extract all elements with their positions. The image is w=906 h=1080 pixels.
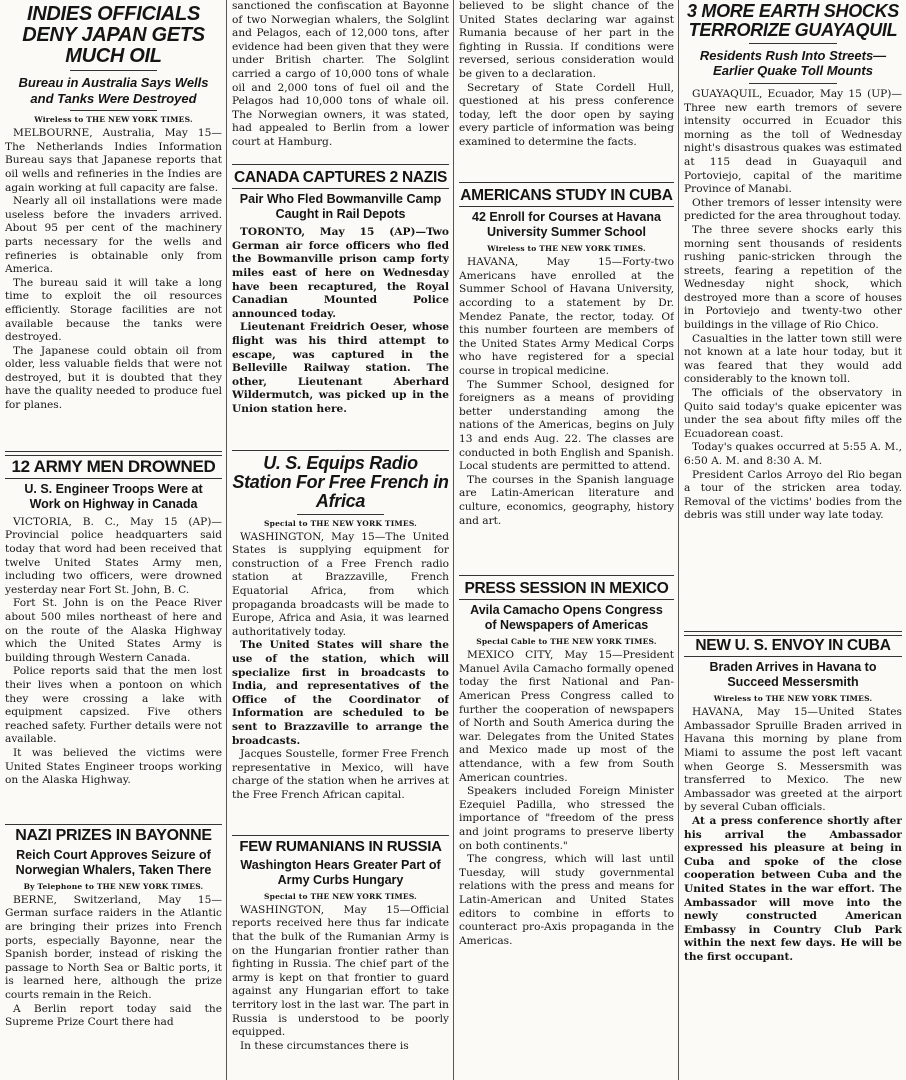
- divider: [749, 43, 836, 44]
- subhead: U. S. Engineer Troops Were at Work on Highway in Canada: [24, 481, 203, 511]
- article-army-drowned: [5, 455, 222, 825]
- credit-line: Wireless to THE NEW YORK TIMES.: [34, 115, 193, 125]
- paragraph: The courses in the Spanish language are Latin-American literature and culture, economics, geography, history and art.: [459, 473, 674, 527]
- article-americans-cuba: [459, 186, 674, 576]
- divider: [70, 70, 157, 71]
- paragraph: The Japanese could obtain oil from older, less valuable fields that were not destroyed, but it is doubted that they have the quality needed to produce fuel for planes.: [5, 344, 222, 412]
- paragraph: BERNE, Switzerland, May 15—German surface raiders in the Atlantic are bringing their prizes into French ports, especially Bayonne, near the Spanish border, instead of risking the passage to North Sea or Baltic ports, it is learned here, although the prize courts remain in the Reich.: [5, 893, 222, 1001]
- subhead: Reich Court Approves Seizure of Norwegian Whalers, Taken There: [15, 847, 212, 877]
- headline: PRESS SESSION IN MEXICO: [459, 579, 674, 600]
- divider: [749, 83, 836, 84]
- article-rumanians: [232, 839, 449, 1057]
- credit-line: Special Cable to THE NEW YORK TIMES.: [476, 637, 657, 647]
- headline: NEW U. S. ENVOY IN CUBA: [684, 635, 902, 657]
- headline: 3 MORE EARTH SHOCKS TERRORIZE GUAYAQUIL: [687, 1, 899, 40]
- paragraph: WASHINGTON, May 15—The United States is supplying equipment for construction of a Free French radio station at Brazzaville, French Equatorial Africa, from which propaganda broadcasts will be made to Europe, Africa and Asia, it was learned authoritatively today.: [232, 530, 449, 638]
- divider: [70, 110, 157, 111]
- credit-line: Wireless to THE NEW YORK TIMES.: [487, 244, 646, 254]
- column-2: [227, 0, 453, 1080]
- column-3: [454, 0, 678, 1080]
- headline: 12 ARMY MEN DROWNED: [5, 455, 222, 479]
- paragraph: VICTORIA, B. C., May 15 (AP)—Provincial police headquarters said today that word had been received that twelve United States Army men, including two officers, were drowned yesterday near Fort St. John, B. C.: [5, 515, 222, 596]
- paragraph: Today's quakes occurred at 5:55 A. M., 6:50 A. M. and 8:30 A. M.: [684, 441, 902, 467]
- article-body: [459, 649, 674, 948]
- paragraph: The United States will share the use of the station, which will specialize first in broadcasts to India, and representatives of the Office of the Coordinator of Information are scheduled to be sent to Brazzaville to arrange the broadcasts.: [232, 639, 449, 747]
- credit-line: By Telephone to THE NEW YORK TIMES.: [23, 881, 204, 891]
- headline: U. S. Equips Radio Station For Free French in Africa: [232, 454, 449, 511]
- article-guayaquil-quake: [684, 0, 902, 632]
- article-body: [232, 904, 449, 1054]
- paragraph: sanctioned the confiscation at Bayonne of two Norwegian whalers, the Solglint and Pelagos, each of 12,000 tons, after evidence had been given that they were under British charter. The Solglint carried a cargo of 10,000 tons of whale oil and 2,000 tons of fuel oil and the Pelagos had 10,000 tons of whale oil. The Norwegian owners, it was stated, had appealed to Berlin from a lower court at Hamburg.: [232, 0, 449, 148]
- article-body: [684, 88, 902, 523]
- article-body: [232, 0, 449, 150]
- subhead: 42 Enroll for Courses at Havana University Summer School: [472, 210, 661, 240]
- article-continued-rumania: [459, 0, 674, 183]
- article-body: [232, 226, 449, 416]
- article-indies-oil: [5, 0, 222, 452]
- article-radio-station: [232, 454, 449, 836]
- article-press-mexico: [459, 579, 674, 952]
- subhead: Residents Rush Into Streets— Earlier Quake Toll Mounts: [699, 47, 887, 79]
- paragraph: Nearly all oil installations were made useless before the invaders arrived. About 95 per cent of the machinery parts necessary for the wells and refineries is obtainable only from America.: [5, 195, 222, 276]
- paragraph: In these circumstances there is: [240, 1039, 409, 1052]
- subhead: Pair Who Fled Bowmanville Camp Caught in Rail Depots: [239, 192, 442, 222]
- subhead: Braden Arrives in Havana to Succeed Messersmith: [709, 660, 877, 690]
- article-body: [5, 127, 222, 412]
- paragraph: GUAYAQUIL, Ecuador, May 15 (UP)—Three new earth tremors of severe intensity occurred in Ecuador this morning as the toll of Wednesday night's disastrous quakes was estimated at 115 dead in Guayaquil and Portoviejo, capital of the maritime Province of Manabi.: [684, 87, 902, 196]
- article-body: [459, 256, 674, 528]
- paragraph: President Carlos Arroyo del Rio began a tour of the stricken area today. Removal of the victims' bodies from the debris was still under way late today.: [684, 468, 902, 522]
- credit-line: Wireless to THE NEW YORK TIMES.: [713, 694, 873, 704]
- paragraph: Speakers included Foreign Minister Ezequiel Padilla, who stressed the importance of "freedom of the press and joint programs to preserve liberty on both continents.": [459, 785, 674, 852]
- divider: [297, 514, 384, 515]
- paragraph: MELBOURNE, Australia, May 15—The Netherlands Indies Information Bureau says that Japanese reports that oil wells and refineries in the Indies are again working at full capacity are false.: [5, 127, 222, 194]
- article-envoy-cuba: [684, 635, 902, 969]
- article-body: [459, 0, 674, 150]
- paragraph: The Summer School, designed for foreigners as a means of providing better understanding among the nations of the Americas, begins on July 13 and ends Aug. 22. The classes are conducted in both English and Spanish. Local students are permitted to attend.: [459, 378, 674, 473]
- paragraph: The bureau said it will take a long time to exploit the oil resources efficiently. Storage facilities are not available because the tanks were destroyed.: [5, 276, 222, 344]
- article-nazi-prizes: [5, 828, 222, 1034]
- paragraph: Jacques Soustelle, former Free French representative in Mexico, will have charge of the station when he arrives at the Free French African capital.: [232, 748, 449, 801]
- subhead: Avila Camacho Opens Congress of Newspapers of Americas: [470, 603, 663, 633]
- headline: FEW RUMANIANS IN RUSSIA: [239, 839, 442, 855]
- credit-line: Special to THE NEW YORK TIMES.: [264, 891, 417, 901]
- paragraph: The officials of the observatory in Quito said today's quake epicenter was under the sea about fifty miles off the Ecuadorean coast.: [684, 387, 902, 440]
- paragraph: TORONTO, May 15 (AP)—Two German air force officers who fled the Bowmanville prison camp forty miles east of here on Wednesday have been recaptured, the Royal Canadian Mounted Police announced today.: [232, 226, 449, 320]
- paragraph: A Berlin report today said the Supreme Prize Court there had: [5, 1002, 222, 1029]
- paragraph: Secretary of State Cordell Hull, questioned at his press conference today, left the door open by saying every particle of information was being examined to determine the facts.: [459, 81, 674, 148]
- article-continued-whalers: [232, 0, 449, 165]
- paragraph: Lieutenant Freidrich Oeser, whose flight was his third attempt to escape, was captured in the Belleville Railway station. The other, Lieutenant Aberhard Wildermutch, was picked up in the Union station here.: [232, 321, 449, 415]
- article-body: [684, 706, 902, 964]
- column-1: [0, 0, 226, 1080]
- paragraph: WASHINGTON, May 15—Official reports received here thus far indicate that the bulk of the Rumanian Army is on the Hungarian frontier rather than fighting in Russia. The chief part of the army is kept on that frontier to guard against any Hungarian effort to take territory lost in the last war. The part in Russia is understood to be poorly equipped.: [232, 903, 449, 1039]
- article-canada-nazis: [232, 168, 449, 451]
- article-body: [5, 894, 222, 1030]
- paragraph: Fort St. John is on the Peace River about 500 miles northeast of here and on the route of the Alaska Highway which the United States Army is building through Western Canada.: [5, 597, 222, 664]
- credit-line: Special to THE NEW YORK TIMES.: [264, 518, 417, 528]
- subhead: Bureau in Australia Says Wells and Tanks Were Destroyed: [18, 75, 209, 106]
- column-4: [679, 0, 906, 1080]
- paragraph: Police reports said that the men lost their lives when a pontoon on which they were crossing a lake with equipment capsized. Five others reached safety. Further details were not available.: [5, 665, 222, 746]
- headline: INDIES OFFICIALS DENY JAPAN GETS MUCH OIL: [22, 3, 205, 67]
- subhead: Washington Hears Greater Part of Army Curbs Hungary: [240, 857, 441, 887]
- paragraph: Casualties in the latter town still were not known at a late hour today, but it was feared that they would add considerably to the known toll.: [684, 332, 902, 386]
- paragraph: HAVANA, May 15—United States Ambassador Spruille Braden arrived in Havana this morning by plane from Miami to assume the post left vacant when George S. Messersmith was transferred to Mexico. The new Ambassador was greeted at the airport by several Cuban officials.: [684, 706, 902, 814]
- paragraph: HAVANA, May 15—Forty-two Americans have enrolled at the Summer School of Havana University, according to a statement by Dr. Mendez Panate, the rector, today. Of this number fourteen are members of the United States Army Medical Corps who have registered for a special course in tropical medicine.: [459, 256, 674, 378]
- article-body: [5, 516, 222, 788]
- headline: NAZI PRIZES IN BAYONNE: [15, 828, 212, 844]
- paragraph: At a press conference shortly after his arrival the Ambassador expressed his pleasure at being in Cuba and spoke of the close cooperation between Cuba and the United States in the war effort. The Ambassador will move into the newly constructed American Embassy in Country Club Park within the next few days. He will be the first occupant.: [684, 815, 902, 963]
- paragraph: MEXICO CITY, May 15—President Manuel Avila Camacho formally opened today the first National and Pan-American Press Congress called to further the cooperation of newspapers of North and South America during the war. Delegates from the United States and Mexico made up most of the attendance, with a few from South American countries.: [459, 649, 674, 784]
- paragraph: Other tremors of lesser intensity were predicted for the area throughout today.: [684, 196, 902, 223]
- headline: AMERICANS STUDY IN CUBA: [459, 186, 674, 207]
- headline: CANADA CAPTURES 2 NAZIS: [232, 168, 449, 189]
- paragraph: The three severe shocks early this morning sent thousands of residents rushing panic-stricken through the streets, fearing a repetition of the Wednesday night shock, which destroyed more than a score of houses in Portoviejo and twenty-two other buildings in the village of Rio Chico.: [684, 223, 902, 332]
- paragraph: believed to be slight chance of the United States declaring war against Rumania because of her part in the fighting in Russia. If conditions were reversed, serious consideration would be given to a declaration.: [459, 0, 674, 80]
- article-body: [232, 531, 449, 803]
- paragraph: It was believed the victims were United States Engineer troops working on the Alaska Highway.: [5, 746, 222, 787]
- paragraph: The congress, which will last until Tuesday, will study governmental relations with the press and means for Latin-American and United States editors to combine in efforts to counteract pro-Axis propaganda in the Americas.: [459, 853, 674, 947]
